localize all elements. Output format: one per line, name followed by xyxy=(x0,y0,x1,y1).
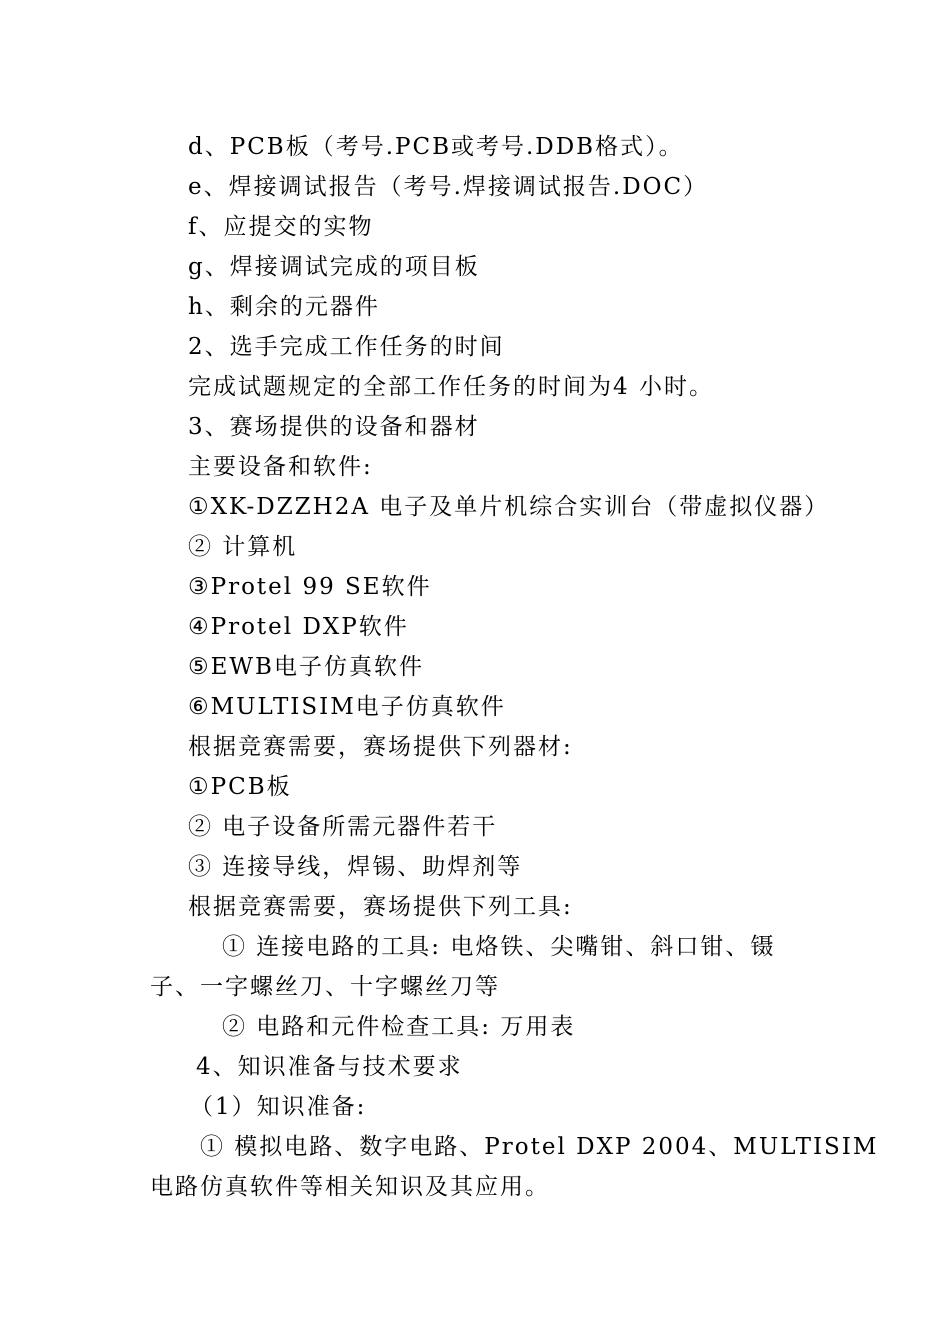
text-line-e-welding-report: e、焊接调试报告（考号.焊接调试报告.DOC） xyxy=(188,174,709,200)
list-item-knowledge-1: ① 模拟电路、数字电路、Protel DXP 2004、MULTISIM xyxy=(200,1134,879,1160)
text-line-tools-intro: 根据竞赛需要，赛场提供下列工具: xyxy=(188,894,573,920)
list-item-circuit-tools-continued: 子、一字螺丝刀、十字螺丝刀等 xyxy=(150,974,500,1000)
section-heading-2: 2、选手完成工作任务的时间 xyxy=(188,334,505,360)
list-item-multisim: ⑥MULTISIM电子仿真软件 xyxy=(188,694,506,720)
subheading-knowledge-prep: （1）知识准备: xyxy=(190,1094,367,1120)
list-item-protel-99se: ③Protel 99 SE软件 xyxy=(188,574,432,600)
text-line-g-project-board: g、焊接调试完成的项目板 xyxy=(188,254,480,280)
list-item-components: ② 电子设备所需元器件若干 xyxy=(188,814,498,840)
list-item-wires-solder: ③ 连接导线，焊锡、助焊剂等 xyxy=(188,854,523,880)
list-item-training-platform: ①XK-DZZH2A 电子及单片机综合实训台（带虚拟仪器） xyxy=(188,494,830,520)
list-item-computer: ② 计算机 xyxy=(188,534,298,560)
list-item-pcb: ①PCB板 xyxy=(188,774,292,800)
list-item-ewb: ⑤EWB电子仿真软件 xyxy=(188,654,424,680)
list-item-inspection-tools: ② 电路和元件检查工具: 万用表 xyxy=(222,1014,576,1040)
text-line-materials-intro: 根据竞赛需要，赛场提供下列器材: xyxy=(188,734,573,760)
text-line-f-submitted-items: f、应提交的实物 xyxy=(188,214,374,240)
text-line-time-limit: 完成试题规定的全部工作任务的时间为4 小时。 xyxy=(188,374,714,400)
list-item-knowledge-1-continued: 电路仿真软件等相关知识及其应用。 xyxy=(150,1174,550,1200)
section-heading-3: 3、赛场提供的设备和器材 xyxy=(188,414,480,440)
section-heading-4: 4、知识准备与技术要求 xyxy=(196,1054,463,1080)
text-line-d-pcb-board: d、PCB板（考号.PCB或考号.DDB格式）。 xyxy=(188,134,684,160)
text-line-main-equipment: 主要设备和软件: xyxy=(188,454,373,480)
list-item-protel-dxp: ④Protel DXP软件 xyxy=(188,614,409,640)
list-item-circuit-tools: ① 连接电路的工具: 电烙铁、尖嘴钳、斜口钳、镊 xyxy=(222,934,776,960)
text-line-h-remaining-components: h、剩余的元器件 xyxy=(188,294,380,320)
